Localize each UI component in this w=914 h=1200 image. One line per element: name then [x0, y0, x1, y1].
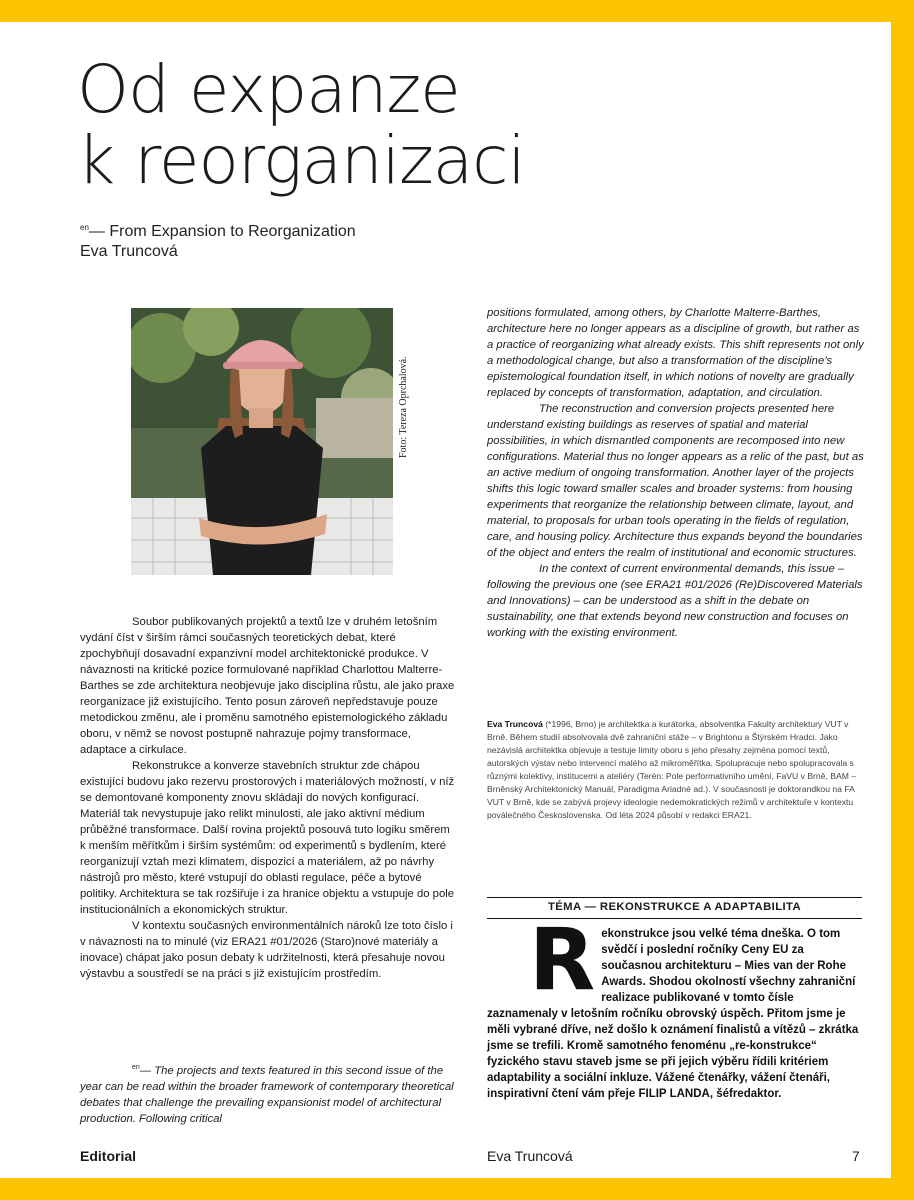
author-name: Eva Truncová — [80, 243, 178, 260]
footer-section-label: Editorial — [80, 1148, 137, 1164]
lang-marker: en — [132, 1064, 140, 1071]
magazine-page — [0, 22, 891, 1178]
theme-box-text — [487, 910, 862, 1102]
drop-cap: R — [529, 910, 596, 1010]
cz-paragraph: V kontextu současných environmentálních nároků lze toto číslo i v návaznosti na to minulé (viz ERA21 #01/2026 (Staro)nové materiály a inovace) chápat jako posun debaty k udržitelnosti, která přesahuje novou výstavbu a soustředí se na práci s již existujícím prostředím. — [80, 920, 453, 980]
photo-credit: Foto: Tereza Oprchalová. — [398, 356, 409, 458]
subtitle-block — [80, 218, 356, 262]
english-subtitle: — From Expansion to Reorganization — [88, 223, 356, 240]
cz-paragraph: Soubor publikovaných projektů a textů lze v druhém letošním vydání číst v širším rámci současných teoretických debat, které zpochybňují dosavadní expanzivní model architektonické produkce. V návaznosti na kritické pozice formulované například Charlottou Malterre-Barthes se zde architektura neobjevuje jako disciplína růstu, ale jako praxe reorganizace již existujícího. Tento posun zároveň nepředstavuje pouze metodickou změnu, ale i proměnu samotného epistemologického základu oboru, v němž se novost postupně nahrazuje pojmy transformace, adaptace a cirkulace. — [80, 616, 455, 756]
en-paragraph: In the context of current environmental demands, this issue – following the previous one (see ERA21 #01/2026 (Re)Discovered Materials and Innovations) – can be understood as a shift in the debate on sustainability, one that extends beyond new construction and focuses on working with the existing environment. — [487, 563, 863, 639]
en-paragraph: — The projects and texts featured in this second issue of the year can be read within the broader framework of contemporary theoretical debates that challenge the prevailing expansionist model of architectural production. Following critical — [80, 1064, 454, 1125]
czech-text-column — [80, 614, 456, 982]
theme-heading: TÉMA — REKONSTRUKCE A ADAPTABILITA — [547, 901, 802, 913]
footer-author: Eva Truncová — [487, 1148, 573, 1164]
page-title — [77, 51, 525, 199]
page-number: 7 — [852, 1148, 860, 1164]
title-line-2: k reorganizaci — [77, 122, 525, 199]
en-paragraph: positions formulated, among others, by Charlotte Malterre-Barthes, architecture here no longer appears as a discipline of growth, but rather as a practice of reorganizing what already exists. This shift represents not only a methodological change, but also a transformation of the discipline’s epistemological foundation itself, in which notions of novelty are gradually replaced by concepts of transformation, adaptation, and circulation. — [487, 307, 864, 399]
theme-rule-top — [487, 897, 862, 898]
english-text-column — [487, 305, 865, 641]
title-line-1: Od expanze — [77, 51, 460, 128]
lang-marker: en — [80, 223, 89, 232]
english-text-start — [80, 1060, 456, 1127]
bio-name: Eva Truncová — [487, 719, 543, 729]
author-bio — [487, 718, 865, 822]
en-paragraph: The reconstruction and conversion projects presented here understand existing buildings as reserves of spatial and material possibilities, in which dismantled components are recomposed into new configurations. Material thus no longer appears as a relic of the past, but as an active medium of ongoing transformation. Another layer of the projects shifts this logic toward smaller scales and broader systems: from housing experiments that reorganize the relationship between climate, layout, and material, to proposals for urban tools operating in the fields of regulation, care, and housing policy. Architecture thus expands beyond the boundaries of the object and enters the realm of institutional and economic structures. — [487, 403, 864, 559]
theme-paragraph: ekonstrukce jsou velké téma dneška. O tom svědčí i poslední ročníky Ceny EU za současnou architekturu – Mies van der Rohe Awards. Shodou okolností všechny zahraniční realizace publikované v tomto čísle zaznamenaly v letošním ročníku obrovský úspěch. Přitom jsme je měli vybrané dříve, než došlo k oznámení finalistů a vítězů – zkrátka jsme se trefili. Kromě samotného fenoménu „re-konstrukce“ fyzického stavu staveb jsme se při jejich výběru řídili kritériem adaptability a sociální inkluze. Vážené čtenářky, vážení čtenáři, inspirativní čtení vám přeje FILIP LANDA, šéfredaktor. — [487, 928, 859, 1100]
author-portrait-photo — [131, 308, 393, 575]
bio-text: (*1996, Brno) je architektka a kurátorka, absolventka Fakulty architektury VUT v Brně. Během studií absolvovala dvě zahraniční stáže – v Brightonu a Štýrském Hradci. Jako nezávislá architektka objevuje a testuje limity oboru s jeho přesahy zejména pomocí textů, autorských výstav nebo intervencí malého až mikroměřítka. Spolupracuje nebo spolupracovala s různými kolektivy, institucemi a ateliéry (Terén: Pole performativního umění, FaVU v Brně, BAM – Brněnský Architektonický Manuál, Paradigma Ariadné ad.). V současnosti je doktorandkou na FA VUT v Brně, kde se zabývá projevy ideologie nedemokratických režimů v architektuře v kontextu poválečného Československa. Od léta 2024 působí v redakci ERA21. — [487, 719, 857, 820]
cz-paragraph: Rekonstrukce a konverze stavebních struktur zde chápou existující budovu jako rezervu prostorových i materiálových možností, v níž se demontované komponenty znovu skládají do nových konfigurací. Materiál tak nevystupuje jako relikt minulosti, ale jako aktivní médium průběžné transformace. Další rovina projektů posouvá tuto logiku směrem k menším měřítkům i širším systémům: od experimentů s bydlením, které reorganizují vztah mezi klimatem, dispozicí a materiálem, až po návrhy nástrojů pro město, které vstupují do oblasti regulace, péče a bytové politiky. Architektura se tak rozšiřuje i za hranice objektu a vstupuje do pole institucionálních a ekonomických struktur. — [80, 760, 455, 916]
